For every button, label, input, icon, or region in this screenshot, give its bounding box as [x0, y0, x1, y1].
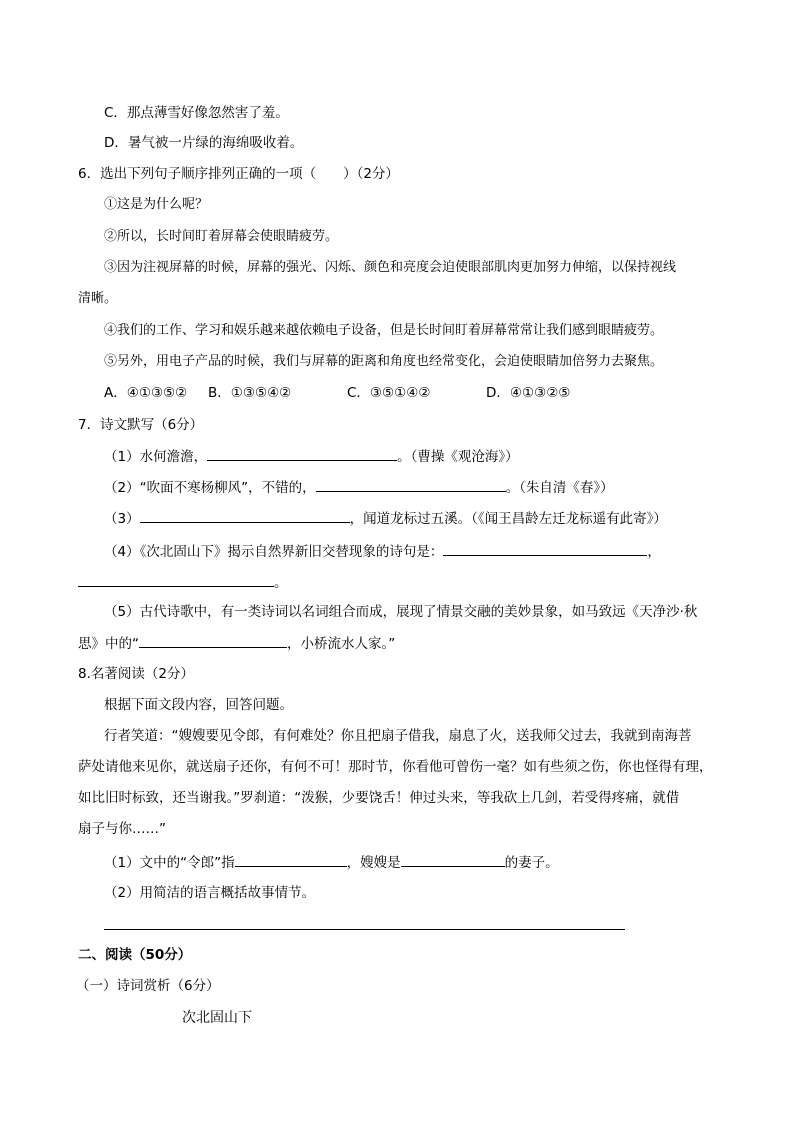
answer-blank[interactable]: [235, 853, 347, 867]
q6-option-d: D．④①③②⑤: [486, 385, 571, 401]
q6-option-b: B．①③⑤④②: [208, 385, 292, 401]
q5-option-c: C．那点薄雪好像忽然害了羞。: [104, 105, 289, 121]
section-2-subtitle: （一）诗词赏析（6分）: [76, 978, 220, 994]
q6-sentence-5: ⑤另外，用电子产品的时候，我们与屏幕的距离和角度也经常变化，会迫使眼睛加倍努力去聚焦。: [104, 354, 664, 369]
q7-item-3: （3） ，闻道龙标过五溪。（《闻王昌龄左迁龙标遥有此寄》）: [104, 511, 667, 527]
q6-sentence-1: ①这是为什么呢？: [104, 197, 209, 212]
q8-passage-line-3: 如比旧时标致，还当谢我。”罗刹道：“泼猴，少要饶舌！伸过头来，等我砍上几剑，若受得疼痛，就借: [78, 790, 680, 806]
q7-item-2: （2）“吹面不寒杨柳风”，不错的， 。（朱自清《春》）: [104, 480, 614, 496]
q6-sentence-3: ③因为注视屏幕的时候，屏幕的强光、闪烁、颜色和亮度会迫使眼部肌肉更加努力伸缩，以保持视线: [104, 260, 677, 275]
q8-passage-line-4: 扇子与你……”: [78, 821, 166, 837]
q7-item-4-cont: 。: [78, 573, 288, 592]
q5-option-d: D．暑气被一片绿的海绵吸收着。: [104, 135, 304, 151]
q6-option-c: C．③⑤①④②: [347, 385, 431, 401]
answer-blank[interactable]: [401, 853, 505, 867]
q8-passage-line-1: 行者笑道：“嫂嫂要见令郎，有何难处？你且把扇子借我，扇息了火，送我师父过去，我就到南海菩: [104, 728, 692, 744]
q7-item-4: （4）《次北固山下》揭示自然界新旧交替现象的诗句是： ，: [104, 544, 661, 560]
answer-blank[interactable]: [78, 573, 274, 587]
answer-blank[interactable]: [443, 542, 647, 556]
section-2-title: 二、阅读（50分）: [78, 947, 192, 963]
q8-sub-question-2: （2）用简洁的语言概括故事情节。: [104, 885, 316, 901]
q8-passage-line-2: 萨处请他来见你，就送扇子还你，有何不可！那时节，你看他可曾伤一毫？如有些须之伤，你也怪得有理，: [78, 759, 713, 775]
answer-blank[interactable]: [139, 634, 287, 648]
q6-option-a: A．④①③⑤②: [104, 385, 188, 401]
q7-item-5: （5）古代诗歌中，有一类诗词以名词组合而成，展现了情景交融的美妙景象，如马致远《天净沙·秋: [104, 604, 698, 620]
poem-title: 次北固山下: [182, 1010, 252, 1026]
q6-stem: 6．选出下列句子顺序排列正确的一项（ ）（2分）: [78, 166, 399, 182]
q7-item-5-cont: 思》中的“ ，小桥流水人家。”: [78, 636, 396, 652]
q8-stem: 8.名著阅读（2分）: [78, 666, 194, 682]
q8-sub-question-1: （1）文中的“令郎”指 ，嫂嫂是 的妻子。: [104, 855, 559, 871]
answer-line[interactable]: [104, 929, 625, 930]
q8-intro: 根据下面文段内容，回答问题。: [104, 697, 293, 713]
answer-blank[interactable]: [316, 478, 506, 492]
answer-blank[interactable]: [207, 447, 397, 461]
q7-item-1: （1）水何澹澹， 。（曹操《观沧海》）: [104, 449, 519, 465]
q6-sentence-4: ④我们的工作、学习和娱乐越来越依赖电子设备，但是长时间盯着屏幕常常让我们感到眼睛疲劳。: [104, 323, 664, 338]
q6-sentence-2: ②所以，长时间盯着屏幕会使眼睛疲劳。: [104, 229, 339, 244]
q7-stem: 7．诗文默写（6分）: [78, 417, 204, 433]
q6-sentence-3-cont: 清晰。: [78, 291, 118, 306]
answer-blank[interactable]: [140, 509, 350, 523]
